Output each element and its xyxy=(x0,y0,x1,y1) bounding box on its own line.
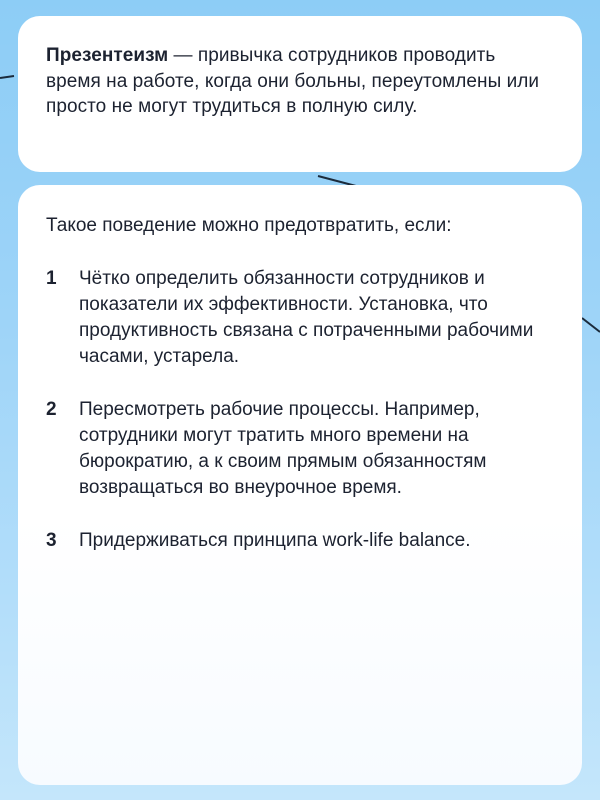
list-item xyxy=(46,528,554,554)
decor-line-left xyxy=(0,76,14,78)
decor-line-right xyxy=(582,318,600,332)
step-text: Чётко определить обязанности сотрудников и показатели их эффективности. Установка, что продуктивность связана с потраченными рабочими часами, устарела. xyxy=(79,268,534,367)
list-item xyxy=(46,397,554,501)
definition-body: — привычка сотрудников проводить время на работе, когда они больны, переутомлены или просто не могут трудиться в полную силу. xyxy=(46,45,540,117)
list-item xyxy=(46,266,554,370)
step-number: 1 xyxy=(46,268,57,289)
prevention-intro: Такое поведение можно предотвратить, если: xyxy=(46,215,452,236)
prevention-card xyxy=(18,185,582,785)
step-text: Придерживаться принципа work-life balance. xyxy=(79,530,471,551)
definition-text xyxy=(46,43,554,120)
step-text: Пересмотреть рабочие процессы. Например, сотрудники могут тратить много времени на бюрократию, а к своим прямым обязанностям возвращаться во внеурочное время. xyxy=(79,399,487,498)
definition-term: Презентеизм xyxy=(46,45,169,66)
step-number: 3 xyxy=(46,530,57,551)
prevention-steps-list xyxy=(46,266,554,554)
definition-card xyxy=(18,16,582,172)
step-number: 2 xyxy=(46,399,57,420)
